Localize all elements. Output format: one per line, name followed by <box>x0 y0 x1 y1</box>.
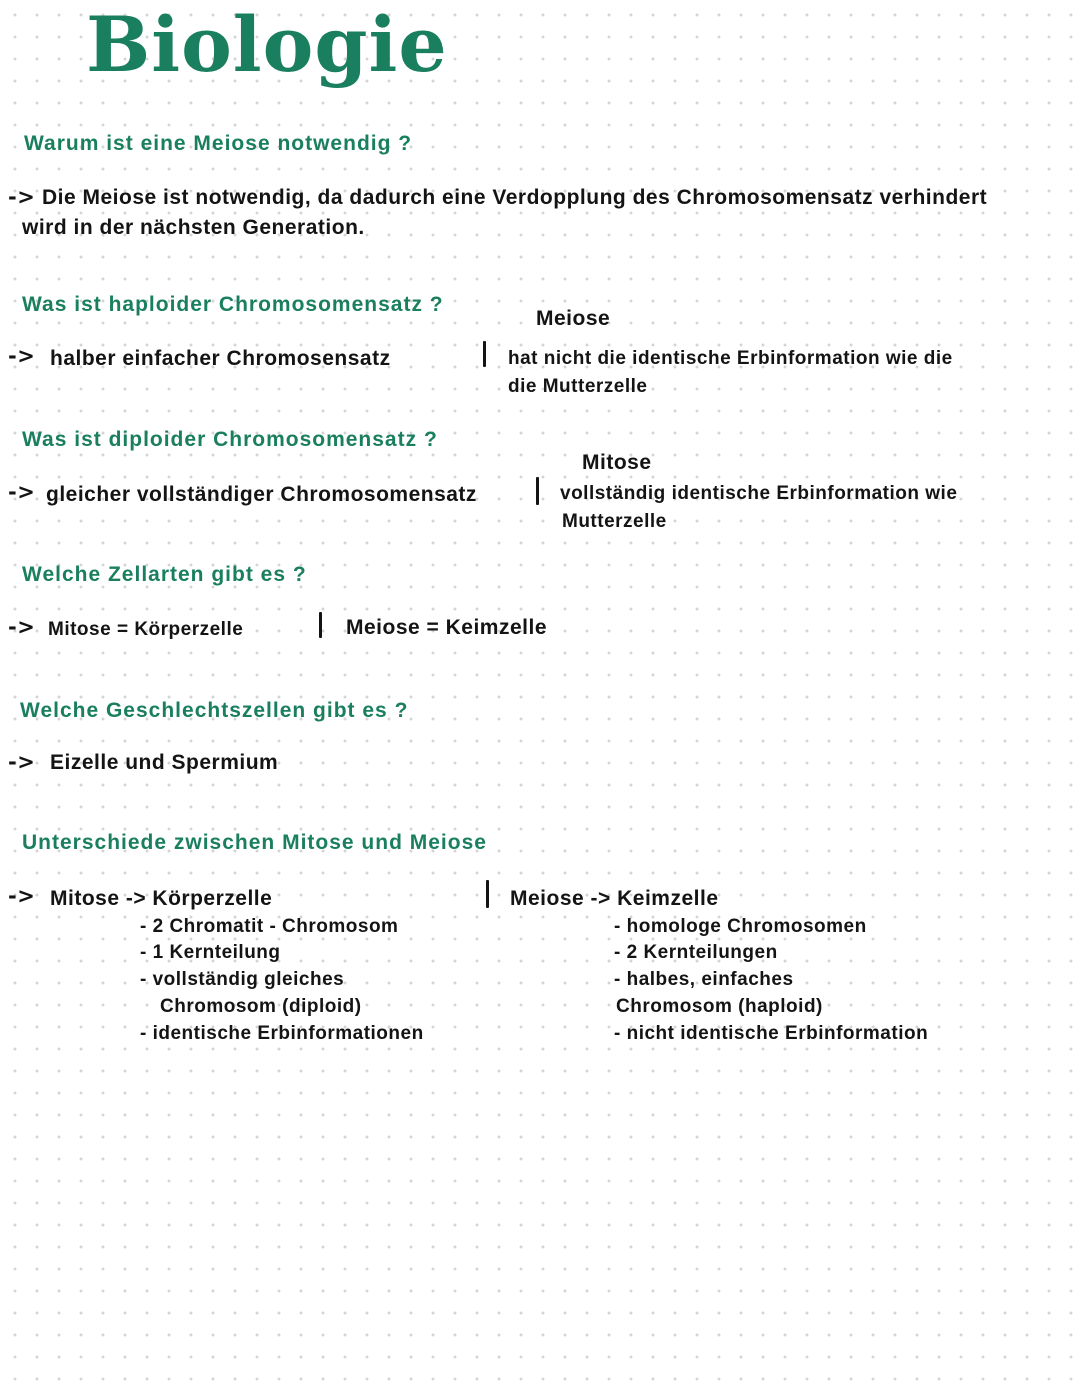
arrow-icon: -> <box>8 884 36 908</box>
question-sex-cells: Welche Geschlechtszellen gibt es ? <box>20 699 409 722</box>
side-text-line: vollständig identische Erbinformation wie <box>560 483 958 504</box>
answer-haploid: halber einfacher Chromosensatz <box>50 347 391 370</box>
arrow-icon: -> <box>8 185 36 209</box>
question-cell-types: Welche Zellarten gibt es ? <box>22 563 307 586</box>
question-haploid: Was ist haploider Chromosomensatz ? <box>22 293 444 316</box>
mitose-item: - 1 Kernteilung <box>140 942 281 963</box>
arrow-icon: -> <box>8 615 36 639</box>
mitose-heading: Mitose -> Körperzelle <box>50 887 273 910</box>
meiose-item: - homologe Chromosomen <box>614 916 867 937</box>
side-heading-meiose: Meiose <box>536 307 611 330</box>
answer-meiose-cell: Meiose = Keimzelle <box>346 616 548 639</box>
divider-bar <box>536 477 539 505</box>
question-why-meiosis: Warum ist eine Meiose notwendig ? <box>24 132 413 155</box>
divider-bar <box>483 341 486 367</box>
mitose-item: Chromosom (diploid) <box>160 996 362 1017</box>
mitose-item: - identische Erbinformationen <box>140 1023 424 1044</box>
arrow-icon: -> <box>8 480 36 504</box>
divider-bar <box>319 612 322 638</box>
page-title: Biologie <box>86 0 448 89</box>
side-text-line: hat nicht die identische Erbinformation wie die <box>508 348 953 369</box>
question-diploid: Was ist diploider Chromosomensatz ? <box>22 428 438 451</box>
arrow-icon: -> <box>8 344 36 368</box>
side-heading-mitose: Mitose <box>582 451 652 474</box>
side-text-line: die Mutterzelle <box>508 376 648 397</box>
answer-line: Die Meiose ist notwendig, da dadurch eine Verdopplung des Chromosomensatz verhindert <box>42 186 988 209</box>
mitose-item: - 2 Chromatit - Chromosom <box>140 916 399 937</box>
meiose-heading: Meiose -> Keimzelle <box>510 887 719 910</box>
divider-bar <box>486 880 489 908</box>
meiose-item: - 2 Kernteilungen <box>614 942 778 963</box>
side-text-line: Mutterzelle <box>562 511 667 532</box>
mitose-item: - vollständig gleiches <box>140 969 345 990</box>
answer-sex-cells: Eizelle und Spermium <box>50 751 279 774</box>
meiose-item: - halbes, einfaches <box>614 969 794 990</box>
answer-mitose-cell: Mitose = Körperzelle <box>48 619 244 640</box>
meiose-item: - nicht identische Erbinformation <box>614 1023 929 1044</box>
answer-diploid: gleicher vollständiger Chromosomensatz <box>46 483 477 506</box>
meiose-item: Chromosom (haploid) <box>616 996 823 1017</box>
answer-line: wird in der nächsten Generation. <box>22 216 365 239</box>
question-differences: Unterschiede zwischen Mitose und Meiose <box>22 831 487 854</box>
arrow-icon: -> <box>8 750 36 774</box>
